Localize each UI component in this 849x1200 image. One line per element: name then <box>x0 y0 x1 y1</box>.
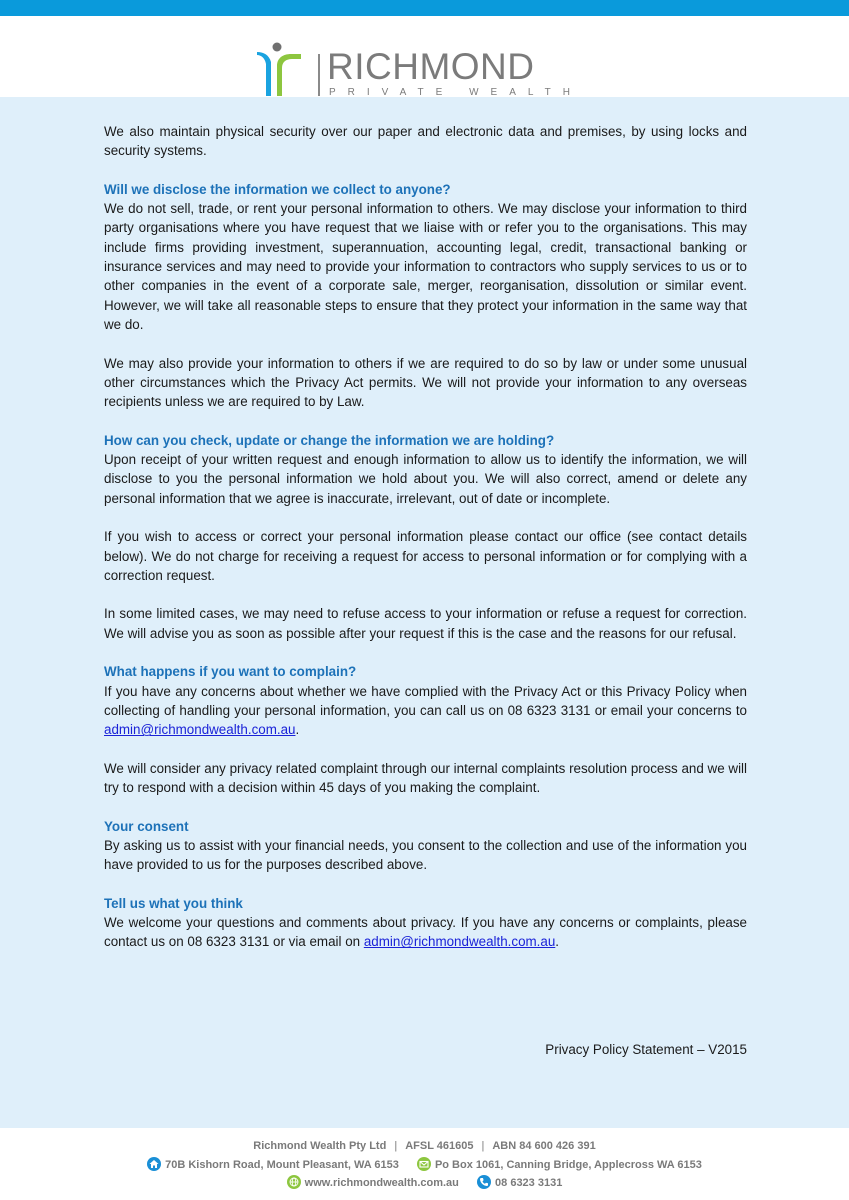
section-paragraph: We will consider any privacy related complaint through our internal complaints resolution process and we will try to respond with a decision within 45 days of you making the complaint. <box>104 760 747 796</box>
paragraph-text: If you have any concerns about whether we have complied with the Privacy Act or this Privacy Policy when collecting of handling your personal information, you can call us on 08 6323 3131 or email your concerns to <box>104 683 747 718</box>
logo-divider <box>318 54 320 96</box>
phone-icon <box>477 1175 491 1189</box>
email-link[interactable]: admin@richmondwealth.com.au <box>104 722 296 738</box>
paragraph-text: We welcome your questions and comments about privacy. If you have any concerns or complaints, please contact us on 08 6323 3131 or via email on <box>104 915 747 950</box>
section-paragraph: In some limited cases, we may need to refuse access to your information or refuse a request for correction. We will advise you as soon as possible after your request if this is the case and the reasons for our refusal. <box>104 606 747 641</box>
richmond-logo <box>255 40 583 104</box>
section-paragraph: We may also provide your information to others if we are required to do so by law or under some unusual other circumstances which the Privacy Act permits. We will not provide your information to any overseas recipients unless we are required to by Law. <box>104 355 747 410</box>
section-paragraph: Upon receipt of your written request and enough information to allow us to identify the information, we will disclose to you the personal information we hold about you. We will also correct, amend or delete any personal information that we agree is inaccurate, irrelevant, out of date or incomplete. <box>104 452 747 506</box>
separator: | <box>481 1140 485 1152</box>
section-heading: How can you check, update or change the information we are holding? <box>104 432 555 448</box>
footer-address-row <box>0 1157 849 1173</box>
paragraph-text: . <box>555 934 560 950</box>
section-paragraph: If you wish to access or correct your personal information please contact our office (see contact details below). We do not charge for receiving a request for access to personal information or for complying with a correction request. <box>104 529 747 583</box>
top-accent-bar <box>0 0 849 16</box>
logo-subtitle: PRIVATE WEALTH <box>329 87 583 98</box>
street-address: 70B Kishorn Road, Mount Pleasant, WA 6153 <box>165 1159 399 1171</box>
paragraph-text: . <box>295 722 300 738</box>
section-heading: Will we disclose the information we collect to anyone? <box>104 181 451 197</box>
footer-company-row <box>0 1138 849 1154</box>
section-heading: Your consent <box>104 818 189 834</box>
section-heading: What happens if you want to complain? <box>104 664 357 680</box>
document-version: Privacy Policy Statement – V2015 <box>545 1042 747 1057</box>
section-paragraph <box>104 913 747 952</box>
po-box-address: Po Box 1061, Canning Bridge, Applecross WA 6153 <box>434 1159 702 1171</box>
afsl-number: AFSL 461605 <box>405 1140 474 1152</box>
document-content <box>104 122 747 971</box>
phone-number[interactable]: 08 6323 3131 <box>495 1177 563 1189</box>
logo-mark-icon <box>255 40 303 98</box>
mail-icon <box>417 1157 431 1171</box>
abn-number: ABN 84 600 426 391 <box>492 1140 596 1152</box>
home-icon <box>147 1157 161 1171</box>
page-header <box>0 16 849 97</box>
company-name: Richmond Wealth Pty Ltd <box>253 1140 387 1152</box>
logo-name: RICHMOND <box>327 46 535 87</box>
page-footer <box>0 1128 849 1200</box>
section-paragraph: We do not sell, trade, or rent your personal information to others. We may disclose your information to third party organisations where you have request that we liaise with or refer you to the organisations. This may include firms providing investment, superannuation, accounting legal, credit, transactional banking or insurance services and may need to provide your information to contractors who supply services to us or to other companies in the event of a corporate sale, merger, reorganisation, dissolution or similar event. However, we will take all reasonable steps to ensure that they protect your information in the same way that we do. <box>104 201 747 332</box>
section-heading: Tell us what you think <box>104 895 243 911</box>
separator: | <box>394 1140 398 1152</box>
footer-contact-row <box>0 1175 849 1191</box>
intro-paragraph: We also maintain physical security over our paper and electronic data and premises, by using locks and security systems. <box>104 124 747 159</box>
website-link[interactable]: www.richmondwealth.com.au <box>304 1177 459 1189</box>
section-paragraph <box>104 682 747 740</box>
section-paragraph: By asking us to assist with your financial needs, you consent to the collection and use of the information you have provided to us for the purposes described above. <box>104 837 747 873</box>
email-link[interactable]: admin@richmondwealth.com.au <box>363 934 556 950</box>
globe-icon <box>287 1175 301 1189</box>
